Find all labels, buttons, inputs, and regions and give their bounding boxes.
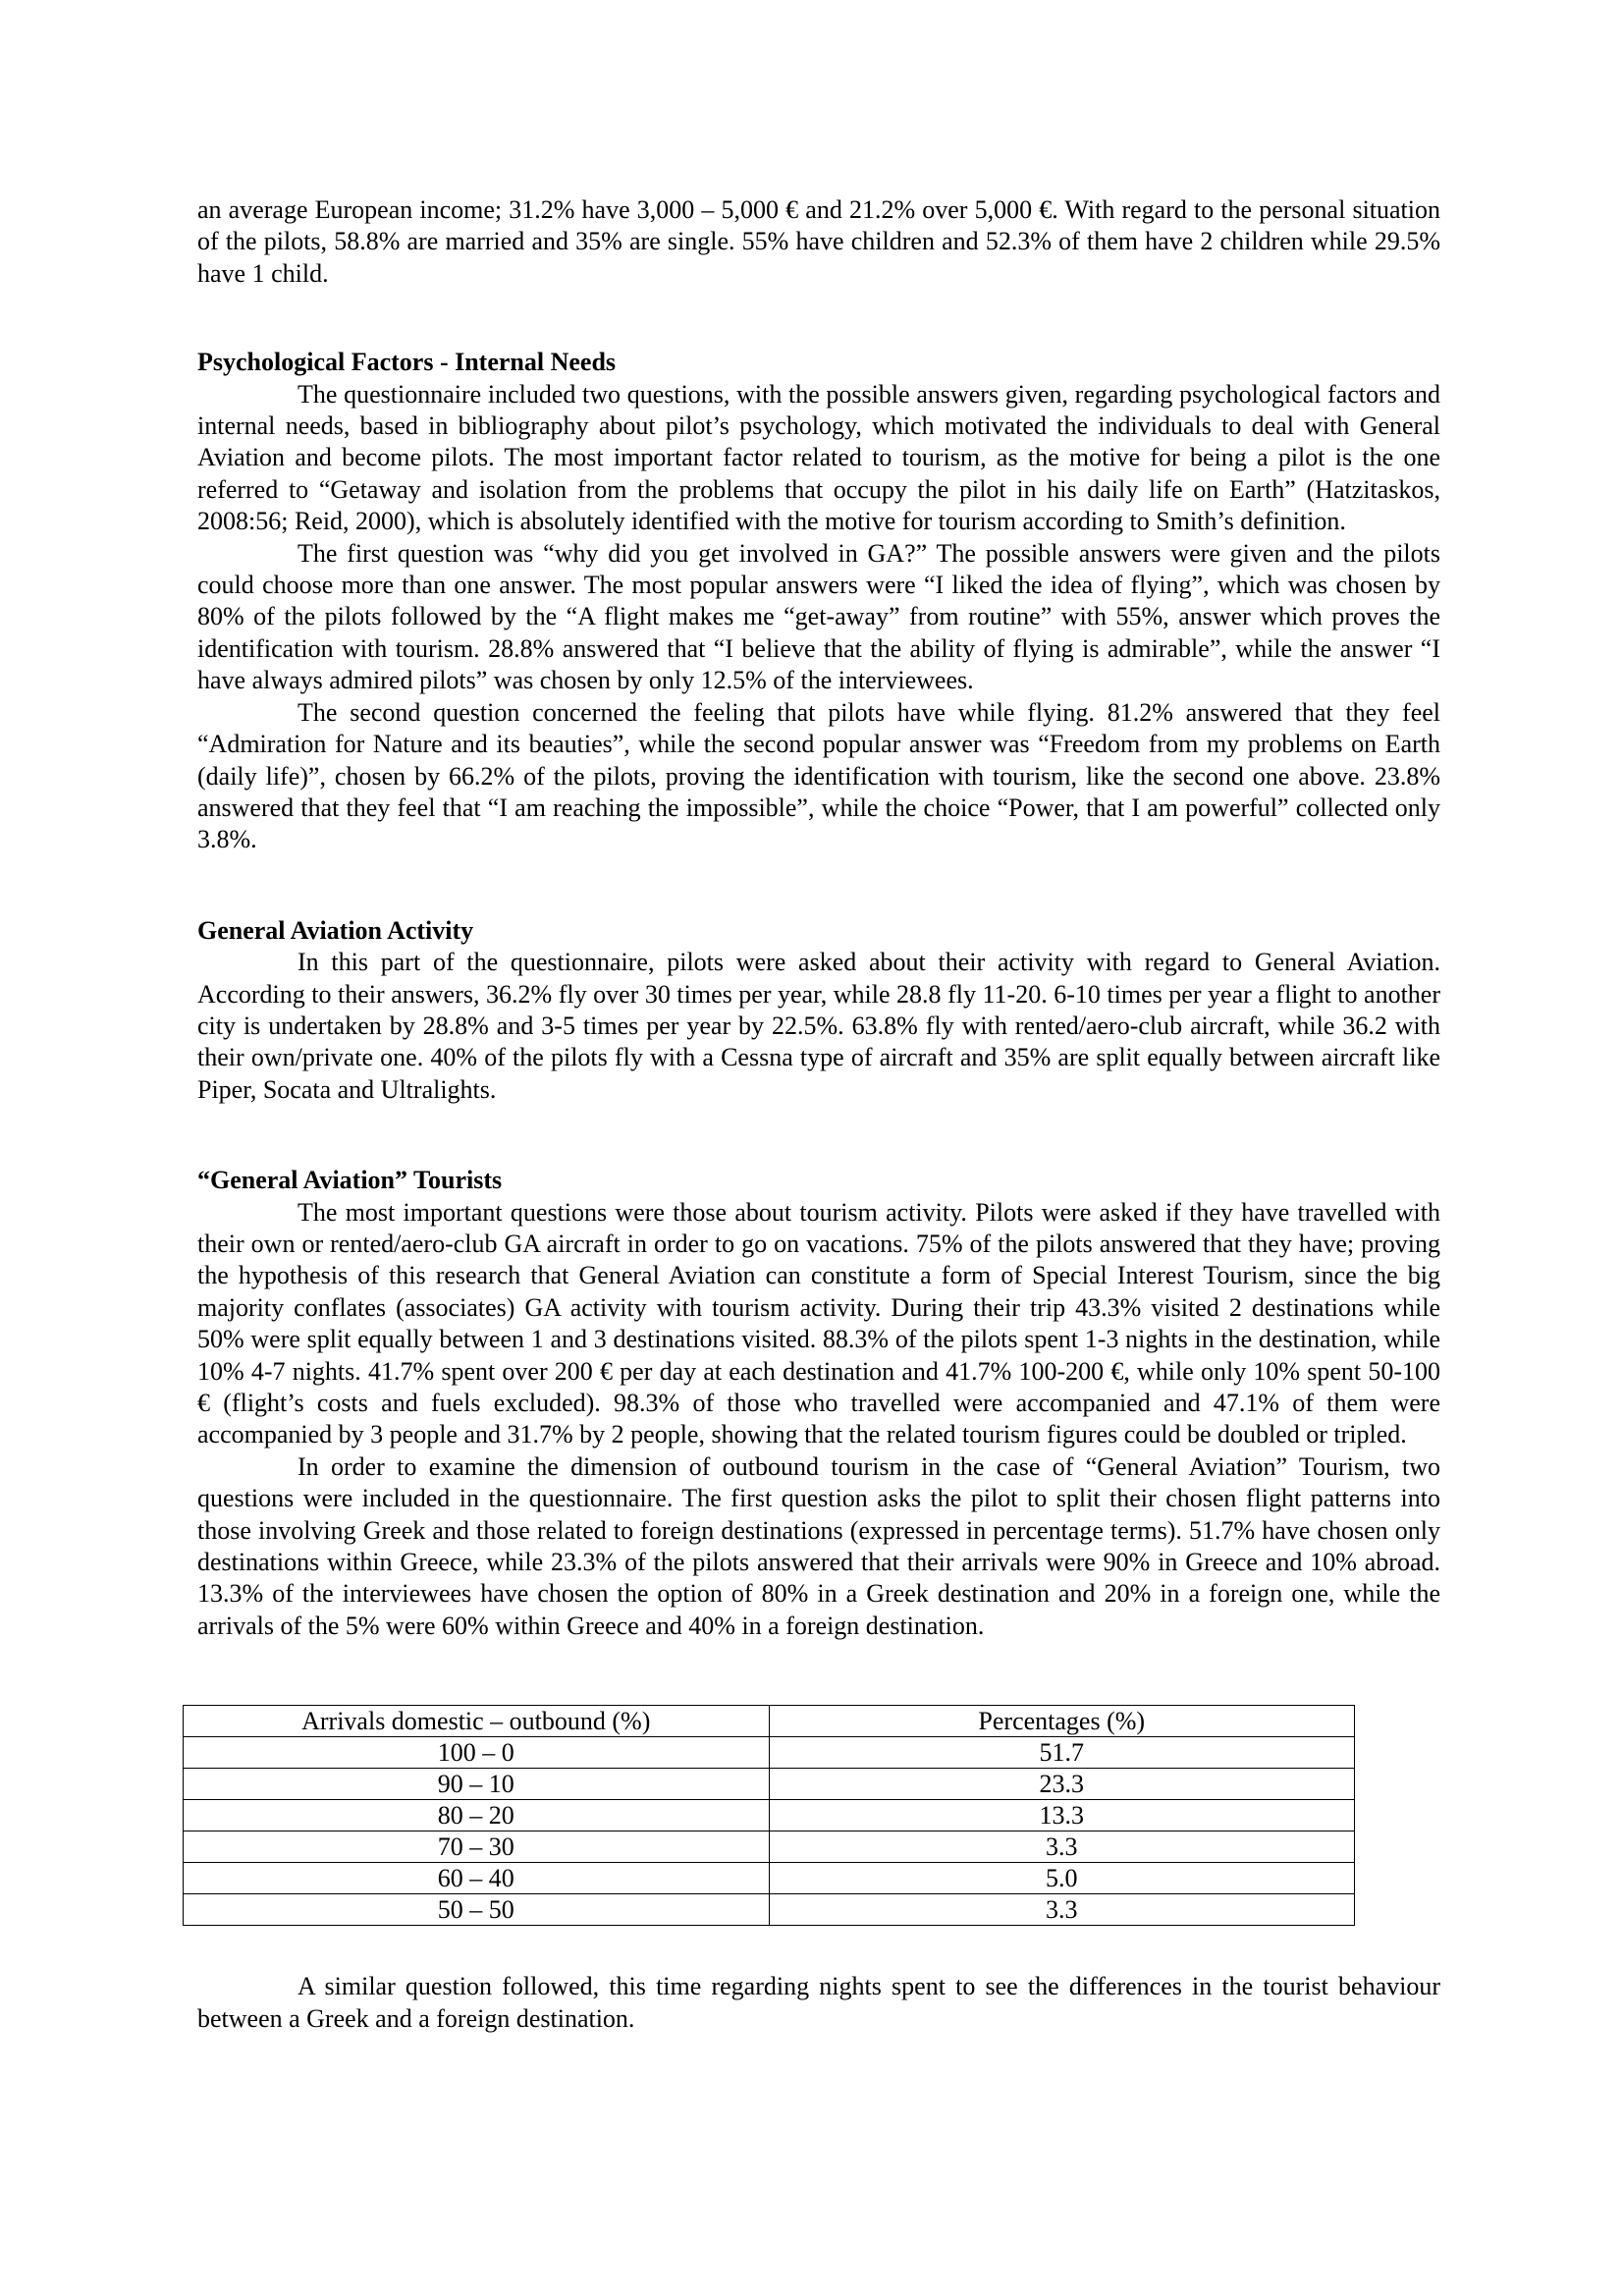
table-cell-percentage: 23.3 — [769, 1769, 1355, 1800]
table-header-row — [184, 1706, 1355, 1737]
section-heading-ga-activity: General Aviation Activity — [197, 915, 474, 945]
table-cell-arrivals: 70 – 30 — [184, 1831, 770, 1863]
ga-tourists-paragraph-2: In order to examine the dimension of outbound tourism in the case of “General Aviation” Tourism, two questions were included in the questionnaire. The first question asks the pilot to split their chosen flight patterns into those involving Greek and those related to foreign destinations (expressed in percentage terms). 51.7% have chosen only destinations within Greece, while 23.3% of the pilots answered that their arrivals were 90% in Greece and 10% abroad. 13.3% of the interviewees have chosen the option of 80% in a Greek destination and 20% in a foreign one, while the arrivals of the 5% were 60% within Greece and 40% in a foreign destination. — [197, 1451, 1440, 1640]
arrivals-table — [183, 1705, 1355, 1926]
section-heading-psychological: Psychological Factors - Internal Needs — [197, 348, 617, 377]
psych-paragraph-1: The questionnaire included two questions, with the possible answers given, regarding psychological factors and internal needs, based in bibliography about pilot’s psychology, which motivated the individuals to deal with General Aviation and become pilots. The most important factor related to tourism, as the motive for being a pilot is the one referred to “Getaway and isolation from the problems that occupy the pilot in his daily life on Earth” (Hatzitaskos, 2008:56; Reid, 2000), which is absolutely identified with the motive for tourism according to Smith’s definition. — [197, 379, 1440, 536]
table-cell-percentage: 51.7 — [769, 1737, 1355, 1769]
table-row — [184, 1737, 1355, 1769]
table-cell-arrivals: 100 – 0 — [184, 1737, 770, 1769]
table-row — [184, 1769, 1355, 1800]
table-cell-percentage: 13.3 — [769, 1800, 1355, 1831]
table-cell-arrivals: 80 – 20 — [184, 1800, 770, 1831]
table-row — [184, 1894, 1355, 1926]
ga-activity-paragraph: In this part of the questionnaire, pilots were asked about their activity with regard to General Aviation. According to their answers, 36.2% fly over 30 times per year, while 28.8 fly 11-20. 6-10 times per year a flight to another city is undertaken by 28.8% and 3-5 times per year by 22.5%. 63.8% fly with rented/aero-club aircraft, while 36.2 with their own/private one. 40% of the pilots fly with a Cessna type of aircraft and 35% are split equally between aircraft like Piper, Socata and Ultralights. — [197, 948, 1440, 1104]
table-header-percentages: Percentages (%) — [769, 1706, 1355, 1737]
table-row — [184, 1831, 1355, 1863]
psych-paragraph-3: The second question concerned the feeling that pilots have while flying. 81.2% answered that they feel “Admiration for Nature and its beauties”, while the second popular answer was “Freedom from my problems on Earth (daily life)”, chosen by 66.2% of the pilots, proving the identification with tourism, like the second one above. 23.8% answered that they feel that “I am reaching the impossible”, while the choice “Power, that I am powerful” collected only 3.8%. — [197, 697, 1440, 854]
document-page — [197, 194, 1440, 2035]
ga-tourists-paragraph-1: The most important questions were those about tourism activity. Pilots were asked if they have travelled with their own or rented/aero-club GA aircraft in order to go on vacations. 75% of the pilots answered that they have; proving the hypothesis of this research that General Aviation can constitute a form of Special Interest Tourism, since the big majority conflates (associates) GA activity with tourism activity. During their trip 43.3% visited 2 destinations while 50% were split equally between 1 and 3 destinations visited. 88.3% of the pilots spent 1-3 nights in the destination, while 10% 4-7 nights. 41.7% spent over 200 € per day at each destination and 41.7% 100-200 €, while only 10% spent 50-100 € (flight’s costs and fuels excluded). 98.3% of those who travelled were accompanied and 47.1% of them were accompanied by 3 people and 31.7% by 2 people, showing that the related tourism figures could be doubled or tripled. — [197, 1197, 1440, 1449]
section-gap — [197, 1106, 1440, 1165]
table-cell-percentage: 3.3 — [769, 1894, 1355, 1926]
table-cell-percentage: 5.0 — [769, 1863, 1355, 1894]
section-gap — [197, 1926, 1440, 1971]
table-cell-arrivals: 60 – 40 — [184, 1863, 770, 1894]
intro-paragraph: an average European income; 31.2% have 3,000 – 5,000 € and 21.2% over 5,000 €. With regard to the personal situation of the pilots, 58.8% are married and 35% are single. 55% have children and 52.3% of them have 2 children while 29.5% have 1 child. — [197, 195, 1440, 288]
table-row — [184, 1863, 1355, 1894]
table-cell-percentage: 3.3 — [769, 1831, 1355, 1863]
section-heading-ga-tourists: “General Aviation” Tourists — [197, 1166, 503, 1195]
table-cell-arrivals: 90 – 10 — [184, 1769, 770, 1800]
table-cell-arrivals: 50 – 50 — [184, 1894, 770, 1926]
psych-paragraph-2: The first question was “why did you get involved in GA?” The possible answers were given and the pilots could choose more than one answer. The most popular answers were “I liked the idea of flying”, which was chosen by 80% of the pilots followed by the “A flight makes me “get-away” from routine” with 55%, answer which proves the identification with tourism. 28.8% answered that “I believe that the ability of flying is admirable”, while the answer “I have always admired pilots” was chosen by only 12.5% of the interviewees. — [197, 538, 1440, 695]
section-gap — [197, 1642, 1440, 1705]
section-gap — [197, 290, 1440, 347]
table-row — [184, 1800, 1355, 1831]
section-gap — [197, 856, 1440, 915]
closing-paragraph: A similar question followed, this time regarding nights spent to see the differences in the tourist behaviour between a Greek and a foreign destination. — [197, 1972, 1440, 2033]
table-header-arrivals: Arrivals domestic – outbound (%) — [184, 1706, 770, 1737]
